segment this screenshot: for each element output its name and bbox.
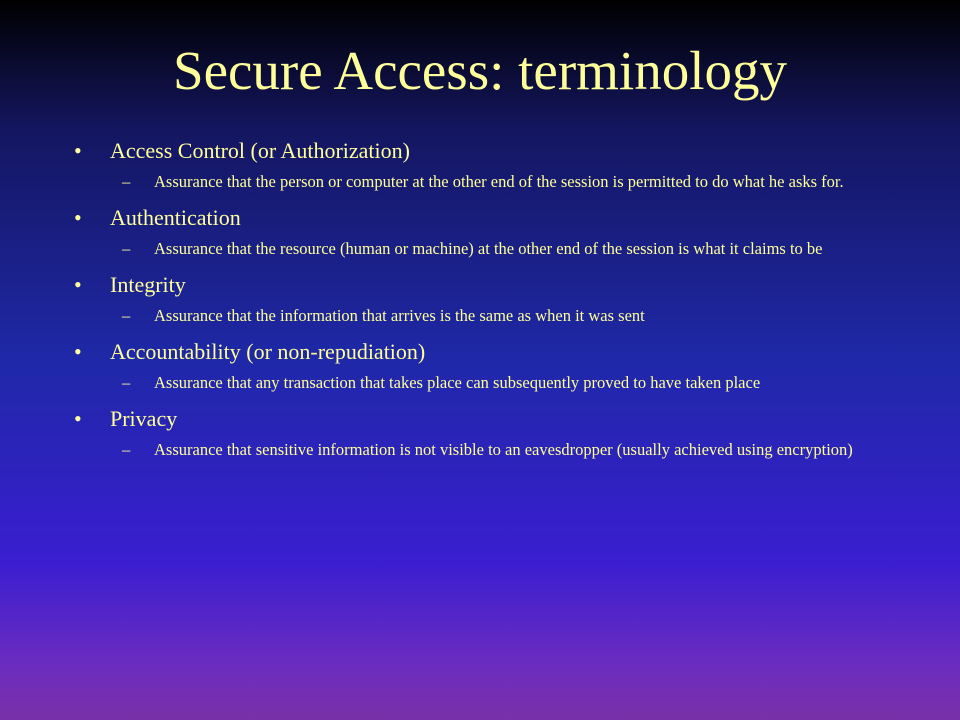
term-text: Authentication [110, 205, 241, 230]
bullet-marker: • [74, 205, 82, 230]
bullet-term [74, 337, 874, 367]
list-item [74, 203, 874, 260]
bullet-marker: • [74, 138, 82, 163]
dash-marker: – [122, 172, 131, 191]
bullet-term [74, 203, 874, 233]
dash-marker: – [122, 306, 131, 325]
detail-text: Assurance that sensitive information is not visible to an eavesdropper (usually achieved using encryption) [154, 440, 853, 459]
slide-title: Secure Access: terminology [173, 40, 787, 101]
bullet-detail [74, 304, 874, 327]
dash-marker: – [122, 440, 131, 459]
dash-marker: – [122, 373, 131, 392]
detail-text: Assurance that any transaction that takes place can subsequently proved to have taken place [154, 373, 761, 392]
bullet-term [74, 404, 874, 434]
term-text: Access Control (or Authorization) [110, 138, 410, 163]
detail-text: Assurance that the resource (human or machine) at the other end of the session is what it claims to be [154, 239, 823, 258]
detail-text: Assurance that the person or computer at the other end of the session is permitted to do what he asks for. [154, 172, 844, 191]
detail-text: Assurance that the information that arrives is the same as when it was sent [154, 306, 645, 325]
list-item [74, 337, 874, 394]
bullet-detail [74, 438, 874, 461]
bullet-list [74, 136, 874, 471]
bullet-detail [74, 237, 874, 260]
term-text: Integrity [110, 272, 186, 297]
list-item [74, 136, 874, 193]
list-item [74, 270, 874, 327]
bullet-marker: • [74, 339, 82, 364]
term-text: Accountability (or non-repudiation) [110, 339, 426, 364]
bullet-term [74, 270, 874, 300]
bullet-detail [74, 170, 874, 193]
bullet-marker: • [74, 406, 82, 431]
dash-marker: – [122, 239, 131, 258]
bullet-marker: • [74, 272, 82, 297]
bullet-term [74, 136, 874, 166]
bullet-detail [74, 371, 874, 394]
list-item [74, 404, 874, 461]
term-text: Privacy [110, 406, 178, 431]
